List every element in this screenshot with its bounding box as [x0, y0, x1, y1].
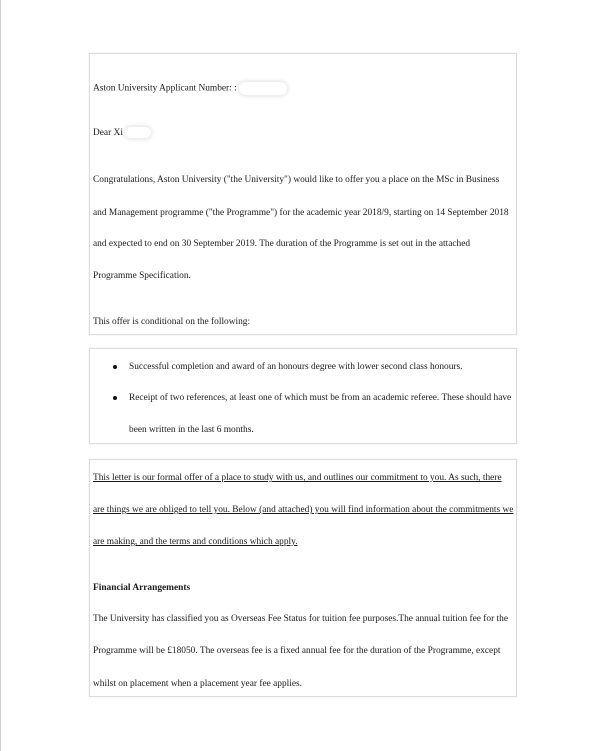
- applicant-number-prefix: :: [234, 83, 237, 94]
- redacted-applicant-number: [239, 82, 287, 95]
- condition-item-2-continued: been written in the last 6 months.: [129, 425, 254, 435]
- bullet-icon: [113, 365, 117, 369]
- page-left-edge: [0, 0, 1, 751]
- redacted-name: [125, 127, 151, 138]
- greeting-line: [93, 127, 512, 139]
- applicant-number-line: [93, 82, 512, 95]
- financial-line-3: whilst on placement when a placement year fee applies.: [93, 679, 303, 689]
- offer-line-4: Programme Specification.: [93, 271, 191, 281]
- offer-section: [89, 53, 517, 335]
- financial-line-2: Programme will be £18050. The overseas fee is a fixed annual fee for the duration of the Programme, except: [93, 646, 501, 656]
- offer-line-3: and expected to end on 30 September 2019. The duration of the Programme is set out in the attached: [93, 239, 471, 249]
- greeting: Dear Xi: [93, 128, 123, 138]
- applicant-number-label: Aston University Applicant Number:: [93, 83, 232, 94]
- bullet-icon: [113, 396, 117, 400]
- condition-item-1: Successful completion and award of an honours degree with lower second class honours.: [129, 362, 463, 372]
- offer-line-2: and Management programme ("the Programme") for the academic year 2018/9, starting on 14 September 2018: [93, 208, 509, 218]
- commitment-line-2: are things we are obliged to tell you. Below (and attached) you will find information about the commitments we: [93, 505, 514, 515]
- commitment-line-1: This letter is our formal offer of a place to study with us, and outlines our commitment to you. As such, there: [93, 473, 502, 483]
- condition-item-2: Receipt of two references, at least one of which must be from an academic referee. These should have: [129, 393, 512, 403]
- financial-heading: Financial Arrangements: [93, 583, 191, 593]
- commitment-line-3: are making, and the terms and conditions which apply.: [93, 537, 298, 547]
- conditions-list: [89, 348, 517, 444]
- commitment-section: [89, 459, 517, 697]
- offer-line-1: Congratulations, Aston University ("the University") would like to offer you a place on the MSc in Business: [93, 175, 500, 185]
- financial-line-1: The University has classified you as Overseas Fee Status for tuition fee purposes.The annual tuition fee for the: [93, 614, 508, 624]
- conditions-intro: This offer is conditional on the following:: [93, 317, 251, 327]
